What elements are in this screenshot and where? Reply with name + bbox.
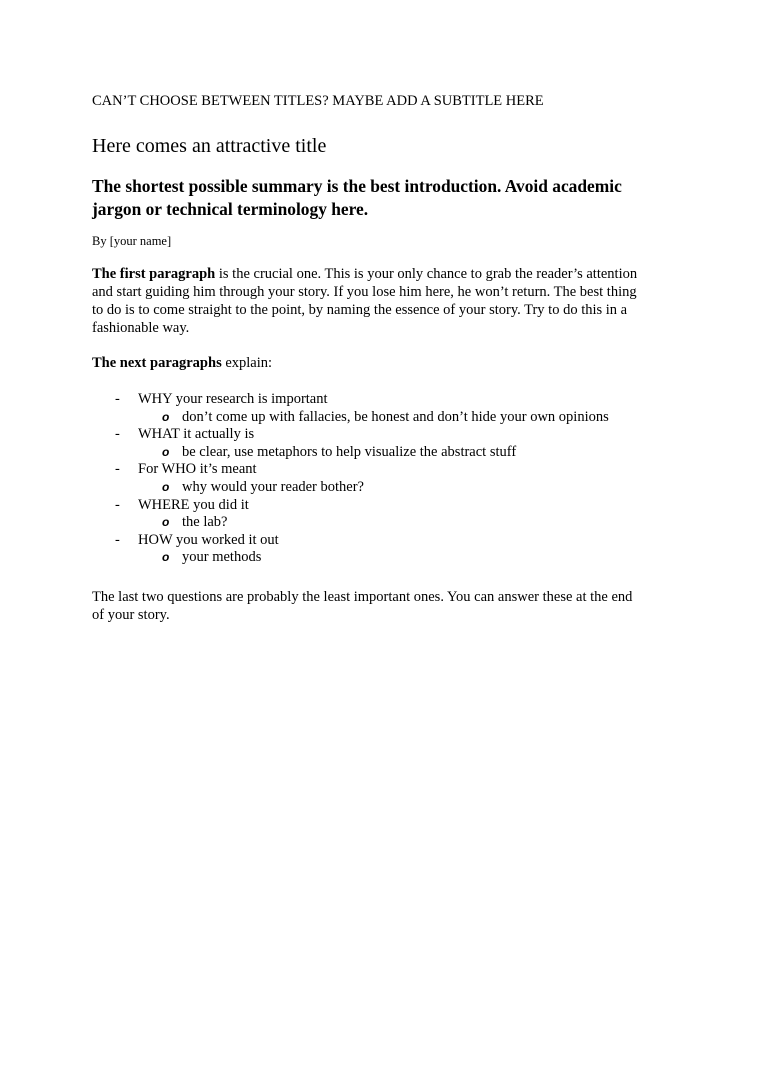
next-paragraph <box>92 354 272 372</box>
list-item <box>92 426 692 444</box>
paragraph-text: explain: <box>221 355 273 371</box>
list-item <box>92 497 692 515</box>
document-title: Here comes an attractive title <box>92 135 327 157</box>
summary-line: jargon or technical terminology here. <box>92 199 369 219</box>
list-item <box>92 532 692 550</box>
list-item-text: HOW you worked it out <box>138 531 279 548</box>
dash-bullet: - <box>115 531 120 548</box>
list-item-text: WHERE you did it <box>138 496 249 513</box>
list-item-text: For WHO it’s meant <box>138 461 257 478</box>
list-item <box>92 461 692 479</box>
dash-bullet: - <box>115 496 120 513</box>
sub-list-item-text: why would your reader bother? <box>182 478 364 495</box>
summary-line: The shortest possible summary is the best introduction. Avoid academic <box>92 176 622 196</box>
dash-bullet: - <box>115 461 120 478</box>
paragraph-line: The last two questions are probably the least important ones. You can answer these at the end <box>92 589 633 605</box>
paragraph-line: of your story. <box>92 607 170 623</box>
first-paragraph <box>92 265 692 337</box>
byline: By [your name] <box>92 234 172 248</box>
sub-list-item-text: your methods <box>182 549 262 566</box>
next-paragraph-lead: The next paragraphs <box>92 355 222 371</box>
closing-paragraph <box>92 588 692 624</box>
sub-list-item-text: the lab? <box>182 514 228 531</box>
circle-bullet-icon: o <box>162 550 170 565</box>
first-paragraph-lead: The first paragraph <box>92 266 216 282</box>
document-subtitle: CAN’T CHOOSE BETWEEN TITLES? MAYBE ADD A SUBTITLE HERE <box>92 93 544 109</box>
sub-list-item <box>92 549 692 567</box>
circle-bullet-icon: o <box>162 409 170 424</box>
dash-bullet: - <box>115 426 120 443</box>
question-list <box>92 391 692 567</box>
list-item <box>92 391 692 409</box>
circle-bullet-icon: o <box>162 515 170 530</box>
sub-list-item-text: be clear, use metaphors to help visualize the abstract stuff <box>182 443 517 460</box>
sub-list-item-text: don’t come up with fallacies, be honest and don’t hide your own opinions <box>182 408 609 425</box>
circle-bullet-icon: o <box>162 479 170 494</box>
list-item-text: WHY your research is important <box>138 391 328 407</box>
sub-list-item <box>92 409 692 427</box>
paragraph-line <box>92 265 692 283</box>
list-item-text: WHAT it actually is <box>138 426 255 443</box>
paragraph-line: and start guiding him through your story. If you lose him here, he won’t return. The best thing <box>92 284 637 300</box>
sub-list-item <box>92 514 692 532</box>
sub-list-item <box>92 444 692 462</box>
paragraph-line: fashionable way. <box>92 320 190 336</box>
sub-list-item <box>92 479 692 497</box>
dash-bullet: - <box>115 391 120 407</box>
paragraph-line: to do is to come straight to the point, by naming the essence of your story. Try to do this in a <box>92 302 628 318</box>
summary <box>92 175 692 221</box>
circle-bullet-icon: o <box>162 444 170 459</box>
paragraph-text: is the crucial one. This is your only chance to grab the reader’s attention <box>215 266 638 282</box>
